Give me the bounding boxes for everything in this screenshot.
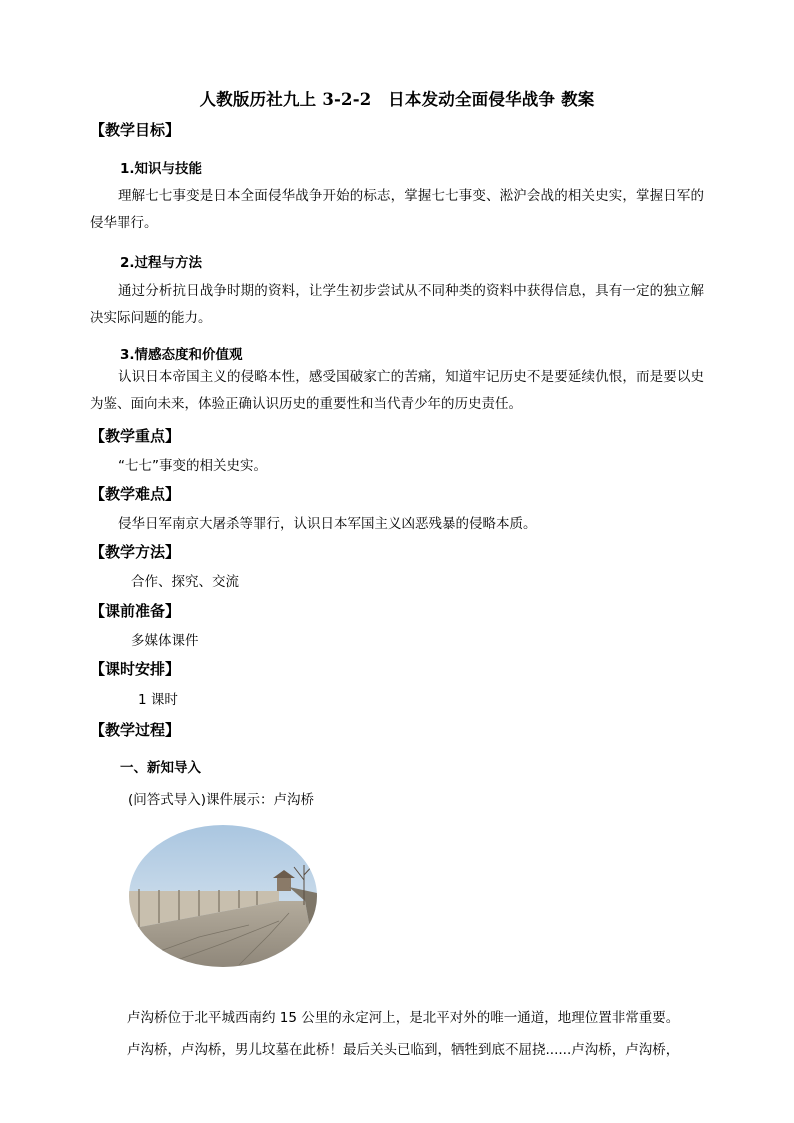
lugou-bridge-photo xyxy=(129,825,317,967)
heading-knowledge-skills: 1.知识与技能 xyxy=(120,161,203,177)
document-title: 人教版历社九上 3-2-2 日本发动全面侵华战争 教案 xyxy=(199,90,595,109)
heading-key-points: 【教学重点】 xyxy=(90,427,181,445)
heading-process-method: 2.过程与方法 xyxy=(120,255,203,271)
heading-schedule: 【课时安排】 xyxy=(90,660,181,678)
heading-objectives: 【教学目标】 xyxy=(90,121,181,139)
text-difficulties: 侵华日军南京大屠杀等罪行，认识日本军国主义凶恶残暴的侵略本质。 xyxy=(118,516,537,532)
text-lugou-bridge-description: 卢沟桥位于北平城西南约 15 公里的永定河上，是北平对外的唯一通道，地理位置非常重要。 xyxy=(127,1010,680,1026)
heading-difficulties: 【教学难点】 xyxy=(90,485,181,503)
text-lugou-bridge-song: 卢沟桥，卢沟桥，男儿坟墓在此桥！最后关头已临到，牺牲到底不屈挠......卢沟桥，卢沟桥， xyxy=(127,1042,680,1058)
heading-emotion-values: 3.情感态度和价值观 xyxy=(120,347,243,363)
text-process-method: 通过分析抗日战争时期的资料，让学生初步尝试从不同种类的资料中获得信息，具有一定的独立解决实际问题的能力。 xyxy=(90,283,704,326)
text-emotion-values: 认识日本帝国主义的侵略本性，感受国破家亡的苦痛，知道牢记历史不是要延续仇恨，而是要以史为鉴、面向未来，体验正确认识历史的重要性和当代青少年的历史责任。 xyxy=(90,369,704,412)
heading-methods: 【教学方法】 xyxy=(90,543,181,561)
text-knowledge-skills: 理解七七事变是日本全面侵华战争开始的标志，掌握七七事变、淞沪会战的相关史实，掌握日军的侵华罪行。 xyxy=(90,188,704,231)
heading-teaching-process: 【教学过程】 xyxy=(90,721,181,739)
heading-new-lesson-intro: 一、新知导入 xyxy=(120,760,201,776)
text-intro: (问答式导入)课件展示：卢沟桥 xyxy=(128,792,315,808)
text-schedule: 1 课时 xyxy=(138,692,178,708)
heading-preparation: 【课前准备】 xyxy=(90,602,181,620)
text-key-points: “七七”事变的相关史实。 xyxy=(118,458,267,474)
text-methods: 合作、探究、交流 xyxy=(131,574,239,590)
text-preparation: 多媒体课件 xyxy=(131,633,199,649)
